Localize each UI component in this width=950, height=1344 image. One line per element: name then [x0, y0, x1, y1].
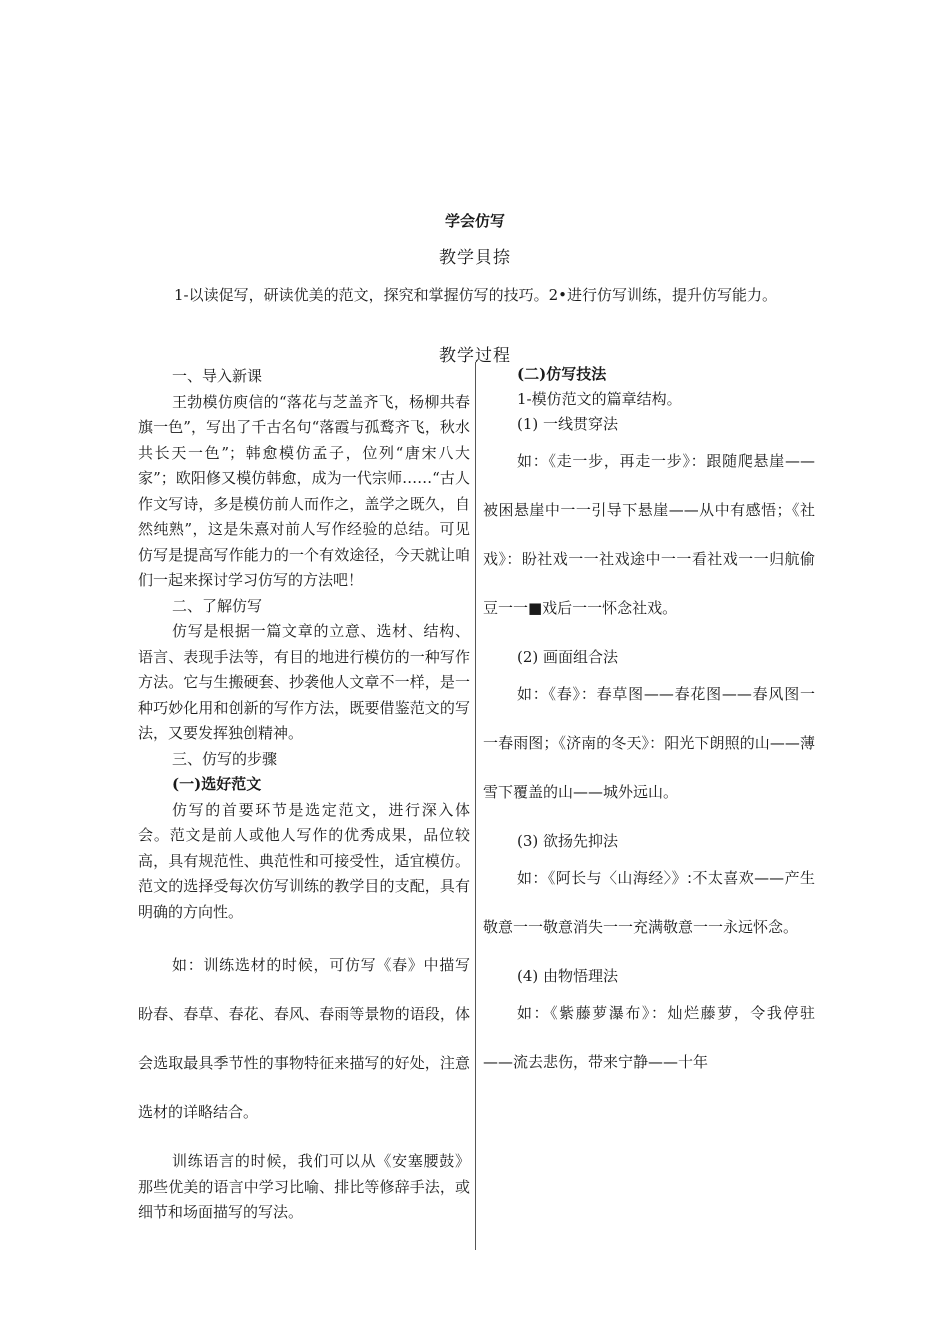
document-title: 学会仿写 — [444, 212, 505, 230]
example-text: 《春》：春草图——春花图——春风图一一春雨图；《济南的冬天》：阳光下朗照的山——薄雪下覆盖的山——城外远山。 — [483, 685, 815, 801]
section-3-subheading: (一)选好范文 — [172, 775, 262, 793]
section-2-body: 仿写是根据一篇文章的立意、选材、结构、语言、表现手法等，有目的地进行模仿的一种写作方法。它与生搬硬套、抄袭他人文章不一样，是一种巧妙化用和创新的写作方法，既要借鉴范文的写法，又要发挥独创精神。 — [138, 622, 470, 742]
section-1-body: 王勃模仿庾信的“落花与芝盖齐飞，杨柳共春旗一色”，写出了千古名句“落霞与孤鹜齐飞，秋水共长天一色”；韩愈模仿孟子，位列“唐宋八大家”；欧阳修又模仿韩愈，成为一代宗师……“古人作文写诗，多是模仿前人而作之，盖学之既久，自然纯熟”，这是朱熹对前人写作经验的总结。可见仿写是提高写作能力的一个有效途径，今天就让咱们一起来探讨学习仿写的方法吧！ — [138, 392, 470, 589]
method-1-label: (1) 一线贯穿法 — [517, 415, 619, 433]
method-4-example — [483, 989, 815, 1087]
objectives-text: 1-以读促写，研读优美的范文，探究和掌握仿写的技巧。2•进行仿写训练，提升仿写能力。 — [174, 286, 778, 304]
section-1-heading: 一、导入新课 — [172, 367, 263, 385]
right-column — [483, 362, 815, 1087]
section-3-body-2: 训练语言的时候，我们可以从《安塞腰鼓》那些优美的语言中学习比喻、排比等修辞手法，或细节和场面描写的写法。 — [138, 1152, 470, 1221]
example-prefix: 如： — [517, 452, 549, 470]
objectives-heading: 教学貝捺 — [439, 248, 511, 268]
method-2-example — [483, 670, 815, 817]
point-1: 1-模仿范文的篇章结构。 — [517, 390, 682, 408]
example-prefix: 如： — [172, 956, 204, 974]
example-prefix: 如： — [517, 1004, 551, 1022]
method-4-label: (4) 由物悟理法 — [517, 967, 619, 985]
method-2-label: (2) 画面组合法 — [517, 648, 619, 666]
example-text: 《紫藤萝瀑布》：灿烂藤萝，令我停驻——流去悲伤，带来宁静——十年 — [483, 1004, 815, 1071]
section-3-example — [138, 941, 470, 1137]
section-3-heading: 三、仿写的步骤 — [172, 749, 278, 768]
example-prefix: 如： — [517, 685, 549, 703]
method-3-example — [483, 854, 815, 952]
section-2-heading: 二、了解仿写 — [172, 596, 263, 615]
column-divider — [475, 362, 476, 1250]
section-3-body-1: 仿写的首要环节是选定范文，进行深入体会。范文是前人或他人写作的优秀成果，品位较高，具有规范性、典范性和可接受性，适宜模仿。范文的选择受每次仿写训练的教学目的支配，具有明确的方向性。 — [138, 800, 470, 921]
example-text: 《阿长与〈山海经〉》:不太喜欢——产生敬意一一敬意消失一一充满敬意一一永远怀念。 — [483, 869, 815, 936]
method-1-example — [483, 437, 815, 633]
example-prefix: 如： — [517, 869, 548, 887]
process-heading: 教学过程 — [439, 346, 511, 366]
example-text: 训练选材的时候，可仿写《春》中描写盼春、春草、春花、春风、春雨等景物的语段，体会选取最具季节性的事物特征来描写的好处，注意选材的详略结合。 — [138, 956, 470, 1121]
method-3-label: (3) 欲扬先抑法 — [517, 832, 619, 850]
example-text: 《走一步，再走一步》：跟随爬悬崖——被困悬崖中一一引导下悬崖——从中有感悟；《社戏》：盼社戏一一社戏途中一一看社戏一一归航偷豆一一■戏后一一怀念社戏。 — [483, 452, 815, 617]
technique-subheading: (二)仿写技法 — [517, 365, 607, 383]
left-column — [138, 364, 470, 1226]
